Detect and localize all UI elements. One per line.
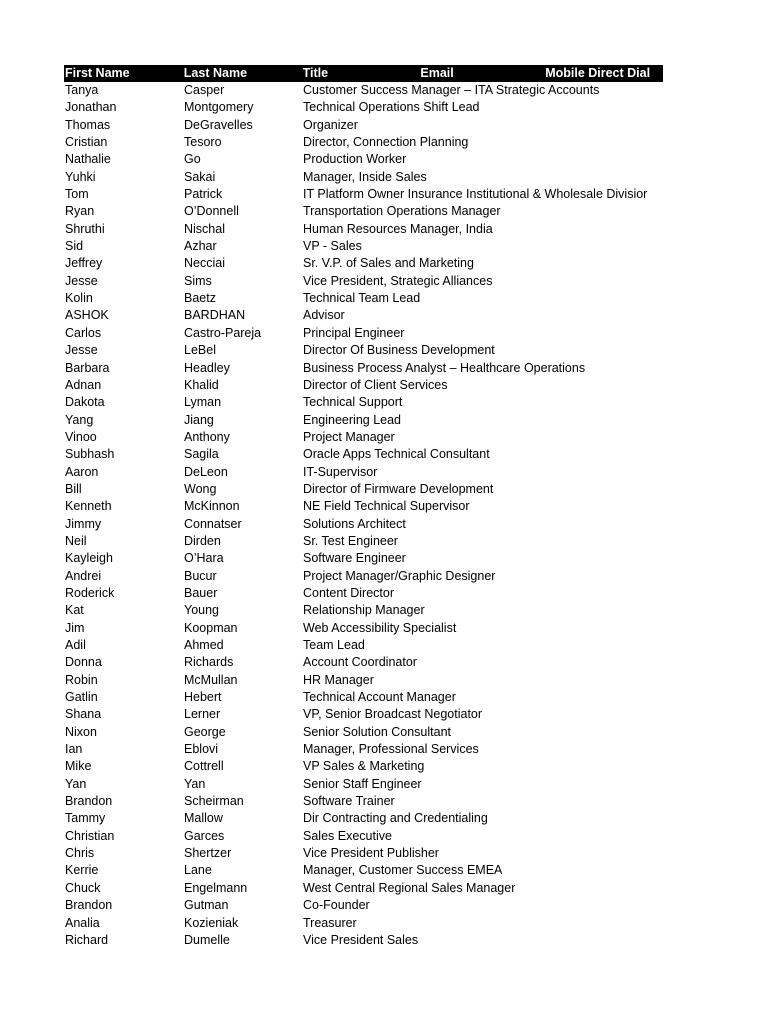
- cell-last-name: Dirden: [184, 533, 221, 548]
- cell-first-name: Bill: [65, 481, 82, 496]
- cell-first-name: Carlos: [65, 325, 102, 340]
- table-row: [64, 134, 663, 151]
- cell-title: Project Manager/Graphic Designer: [303, 568, 496, 583]
- table-row: [64, 82, 663, 99]
- table-row: [64, 429, 663, 446]
- cell-title: Content Director: [303, 585, 395, 600]
- cell-last-name: Lyman: [184, 395, 222, 410]
- cell-first-name: Tom: [65, 187, 89, 202]
- cell-first-name: Gatlin: [65, 690, 98, 705]
- table-row: [64, 689, 663, 706]
- table-row: [64, 880, 663, 897]
- cell-title: West Central Regional Sales Manager: [303, 880, 516, 895]
- cell-title: Director of Firmware Development: [303, 481, 494, 496]
- cell-last-name: Patrick: [184, 187, 223, 202]
- cell-title: Vice President Publisher: [303, 846, 439, 861]
- table-body: [64, 82, 663, 949]
- cell-first-name: Ryan: [65, 204, 95, 219]
- cell-title: Manager, Customer Success EMEA: [303, 863, 503, 878]
- cell-last-name: Baetz: [184, 291, 216, 306]
- table-row: [64, 776, 663, 793]
- cell-title: Director, Connection Planning: [303, 135, 469, 150]
- cell-first-name: Cristian: [65, 135, 108, 150]
- cell-first-name: Tanya: [65, 83, 99, 97]
- cell-title: Sr. Test Engineer: [303, 533, 398, 548]
- table-row: [64, 845, 663, 862]
- cell-first-name: Chris: [65, 846, 95, 861]
- table-row: [64, 394, 663, 411]
- cell-title: Technical Support: [303, 395, 403, 410]
- cell-first-name: Brandon: [65, 898, 113, 913]
- cell-title: Manager, Inside Sales: [303, 169, 427, 184]
- table-row: [64, 741, 663, 758]
- table-row: [64, 550, 663, 567]
- table-row: [64, 672, 663, 689]
- table-row: [64, 758, 663, 775]
- cell-first-name: Thomas: [65, 117, 111, 132]
- cell-last-name: Mallow: [184, 811, 223, 826]
- table-row: [64, 932, 663, 949]
- cell-title: Senior Solution Consultant: [303, 724, 452, 739]
- cell-last-name: O’Hara: [184, 551, 224, 566]
- cell-last-name: DeGravelles: [184, 117, 253, 132]
- cell-last-name: Tesoro: [184, 135, 222, 150]
- cell-first-name: Chuck: [65, 880, 101, 895]
- cell-last-name: Lane: [184, 863, 212, 878]
- cell-title: Business Process Analyst – Healthcare Operations: [303, 360, 586, 375]
- cell-last-name: Anthony: [184, 429, 230, 444]
- cell-first-name: Brandon: [65, 794, 113, 809]
- cell-last-name: McKinnon: [184, 499, 240, 514]
- table-row: [64, 307, 663, 324]
- table-row: [64, 325, 663, 342]
- cell-first-name: Analia: [65, 915, 100, 930]
- table-row: [64, 654, 663, 671]
- cell-last-name: Koopman: [184, 620, 238, 635]
- table-row: [64, 203, 663, 220]
- cell-last-name: LeBel: [184, 343, 216, 358]
- cell-first-name: Jeffrey: [65, 256, 103, 271]
- cell-first-name: Ian: [65, 742, 83, 757]
- cell-last-name: Necciai: [184, 256, 225, 271]
- cell-first-name: Mike: [65, 759, 92, 774]
- table-row: [64, 273, 663, 290]
- cell-last-name: Sagila: [184, 447, 219, 462]
- table-row: [64, 637, 663, 654]
- cell-last-name: Kozieniak: [184, 915, 239, 930]
- cell-title: IT Platform Owner Insurance Institutional & Wholesale Divisior: [303, 187, 648, 202]
- cell-last-name: DeLeon: [184, 464, 228, 479]
- cell-first-name: Aaron: [65, 464, 99, 479]
- table-row: [64, 290, 663, 307]
- table-row: [64, 862, 663, 879]
- cell-last-name: Gutman: [184, 898, 229, 913]
- cell-first-name: Tammy: [65, 811, 106, 826]
- contacts-sheet: [64, 65, 663, 949]
- cell-title: Technical Account Manager: [303, 690, 456, 705]
- cell-first-name: Barbara: [65, 360, 110, 375]
- table-row: [64, 620, 663, 637]
- cell-title: Dir Contracting and Credentialing: [303, 811, 488, 826]
- cell-last-name: Sakai: [184, 169, 216, 184]
- cell-title: Principal Engineer: [303, 325, 405, 340]
- cell-last-name: Garces: [184, 828, 225, 843]
- cell-first-name: Nathalie: [65, 152, 111, 167]
- cell-first-name: Jesse: [65, 343, 98, 358]
- table-row: [64, 602, 663, 619]
- cell-title: Sr. V.P. of Sales and Marketing: [303, 256, 474, 271]
- cell-title: Manager, Professional Services: [303, 742, 479, 757]
- table-row: [64, 481, 663, 498]
- cell-last-name: Shertzer: [184, 846, 232, 861]
- cell-last-name: Jiang: [184, 412, 214, 427]
- cell-last-name: Bauer: [184, 585, 218, 600]
- table-row: [64, 186, 663, 203]
- cell-title: VP, Senior Broadcast Negotiator: [303, 707, 483, 722]
- header-email: Email: [420, 66, 454, 80]
- cell-title: Web Accessibility Specialist: [303, 620, 457, 635]
- cell-first-name: Andrei: [65, 568, 102, 583]
- cell-first-name: Yuhki: [65, 169, 96, 184]
- cell-title: HR Manager: [303, 672, 374, 687]
- table-row: [64, 446, 663, 463]
- table-row: [64, 151, 663, 168]
- cell-title: Senior Staff Engineer: [303, 776, 422, 791]
- cell-title: Solutions Architect: [303, 516, 406, 531]
- cell-last-name: George: [184, 724, 226, 739]
- cell-last-name: Khalid: [184, 377, 219, 392]
- cell-last-name: Ahmed: [184, 638, 224, 652]
- cell-title: Co-Founder: [303, 898, 370, 913]
- header-title: Title: [302, 66, 329, 80]
- cell-title: Production Worker: [303, 152, 407, 167]
- cell-first-name: Kolin: [65, 291, 93, 306]
- cell-first-name: Kenneth: [65, 499, 112, 514]
- cell-first-name: Richard: [65, 932, 109, 947]
- cell-title: Engineering Lead: [303, 412, 401, 427]
- cell-first-name: Sid: [65, 239, 84, 254]
- cell-title: Vice President Sales: [303, 932, 419, 947]
- table-row: [64, 516, 663, 533]
- cell-last-name: Lerner: [184, 707, 221, 722]
- cell-first-name: Adil: [65, 638, 86, 652]
- cell-last-name: Castro-Pareja: [184, 325, 262, 340]
- cell-first-name: Jesse: [65, 273, 98, 288]
- cell-title: IT-Supervisor: [303, 464, 378, 479]
- cell-last-name: Connatser: [184, 516, 242, 531]
- cell-last-name: Eblovi: [184, 742, 219, 757]
- cell-first-name: Neil: [65, 533, 87, 548]
- table-row: [64, 238, 663, 255]
- cell-title: Treasurer: [303, 915, 357, 930]
- cell-title: NE Field Technical Supervisor: [303, 499, 470, 514]
- table-row: [64, 585, 663, 602]
- cell-last-name: Casper: [184, 83, 225, 97]
- cell-last-name: Scheirman: [184, 794, 244, 809]
- cell-first-name: Dakota: [65, 395, 105, 410]
- cell-last-name: Sims: [184, 273, 212, 288]
- cell-title: Technical Operations Shift Lead: [303, 100, 480, 115]
- cell-first-name: Subhash: [65, 447, 115, 462]
- cell-last-name: Richards: [184, 655, 234, 670]
- cell-last-name: Headley: [184, 360, 230, 375]
- cell-last-name: Azhar: [184, 239, 217, 254]
- table-row: [64, 377, 663, 394]
- cell-last-name: O’Donnell: [184, 204, 239, 219]
- cell-first-name: Kayleigh: [65, 551, 113, 566]
- cell-title: Project Manager: [303, 429, 395, 444]
- cell-last-name: Hebert: [184, 690, 222, 705]
- cell-title: VP Sales & Marketing: [303, 759, 425, 774]
- table-row: [64, 568, 663, 585]
- cell-title: Relationship Manager: [303, 603, 425, 618]
- header-last-name: Last Name: [183, 66, 248, 80]
- cell-title: Transportation Operations Manager: [303, 204, 501, 219]
- cell-title: Director of Client Services: [303, 377, 448, 392]
- cell-title: Advisor: [303, 308, 345, 323]
- table-row: [64, 915, 663, 932]
- cell-first-name: Donna: [65, 655, 102, 670]
- cell-title: VP - Sales: [303, 239, 362, 254]
- cell-title: Team Lead: [303, 638, 365, 652]
- cell-first-name: Shruthi: [65, 221, 105, 236]
- cell-last-name: Montgomery: [184, 100, 254, 115]
- cell-title: Technical Team Lead: [303, 291, 421, 306]
- table-row: [64, 412, 663, 429]
- cell-first-name: Robin: [65, 672, 98, 687]
- table-row: [64, 793, 663, 810]
- cell-title: Software Engineer: [303, 551, 406, 566]
- table-row: [64, 342, 663, 359]
- cell-last-name: Engelmann: [184, 880, 248, 895]
- table-row: [64, 360, 663, 377]
- table-row: [64, 724, 663, 741]
- cell-last-name: Bucur: [184, 568, 217, 583]
- cell-title: Account Coordinator: [303, 655, 417, 670]
- header-row: [64, 65, 663, 82]
- table-row: [64, 810, 663, 827]
- cell-last-name: Dumelle: [184, 932, 230, 947]
- cell-first-name: Adnan: [65, 377, 102, 392]
- cell-first-name: Nixon: [65, 724, 97, 739]
- table-row: [64, 169, 663, 186]
- cell-title: Human Resources Manager, India: [303, 221, 493, 236]
- table-row: [64, 828, 663, 845]
- cell-first-name: Yan: [65, 776, 87, 791]
- cell-last-name: Young: [184, 603, 219, 618]
- cell-first-name: Jim: [65, 620, 85, 635]
- cell-title: Organizer: [303, 117, 358, 132]
- cell-first-name: Roderick: [65, 585, 115, 600]
- cell-first-name: Jonathan: [65, 100, 117, 115]
- cell-title: Oracle Apps Technical Consultant: [303, 447, 490, 462]
- cell-title: Software Trainer: [303, 794, 395, 809]
- cell-last-name: McMullan: [184, 672, 238, 687]
- cell-last-name: Go: [184, 152, 201, 167]
- header-first-name: First Name: [65, 66, 130, 80]
- table-row: [64, 464, 663, 481]
- cell-first-name: Yang: [65, 412, 94, 427]
- table-row: [64, 99, 663, 116]
- table-row: [64, 498, 663, 515]
- table-row: [64, 897, 663, 914]
- cell-first-name: Vinoo: [65, 429, 97, 444]
- cell-last-name: Yan: [184, 776, 206, 791]
- header-mobile: Mobile Direct Dial: [545, 66, 651, 80]
- cell-first-name: Jimmy: [65, 516, 102, 531]
- cell-first-name: Kerrie: [65, 863, 99, 878]
- cell-last-name: Nischal: [184, 221, 225, 236]
- table-row: [64, 117, 663, 134]
- cell-title: Customer Success Manager – ITA Strategic Accounts: [303, 83, 600, 97]
- cell-title: Sales Executive: [303, 828, 392, 843]
- table-row: [64, 706, 663, 723]
- cell-first-name: Kat: [65, 603, 84, 618]
- table-row: [64, 255, 663, 272]
- cell-last-name: Cottrell: [184, 759, 224, 774]
- cell-title: Vice President, Strategic Alliances: [303, 273, 493, 288]
- table-row: [64, 221, 663, 238]
- cell-first-name: Christian: [65, 828, 115, 843]
- cell-last-name: BARDHAN: [184, 308, 246, 323]
- cell-first-name: ASHOK: [65, 308, 109, 323]
- cell-first-name: Shana: [65, 707, 102, 722]
- cell-title: Director Of Business Development: [303, 343, 495, 358]
- cell-last-name: Wong: [184, 481, 217, 496]
- table-row: [64, 533, 663, 550]
